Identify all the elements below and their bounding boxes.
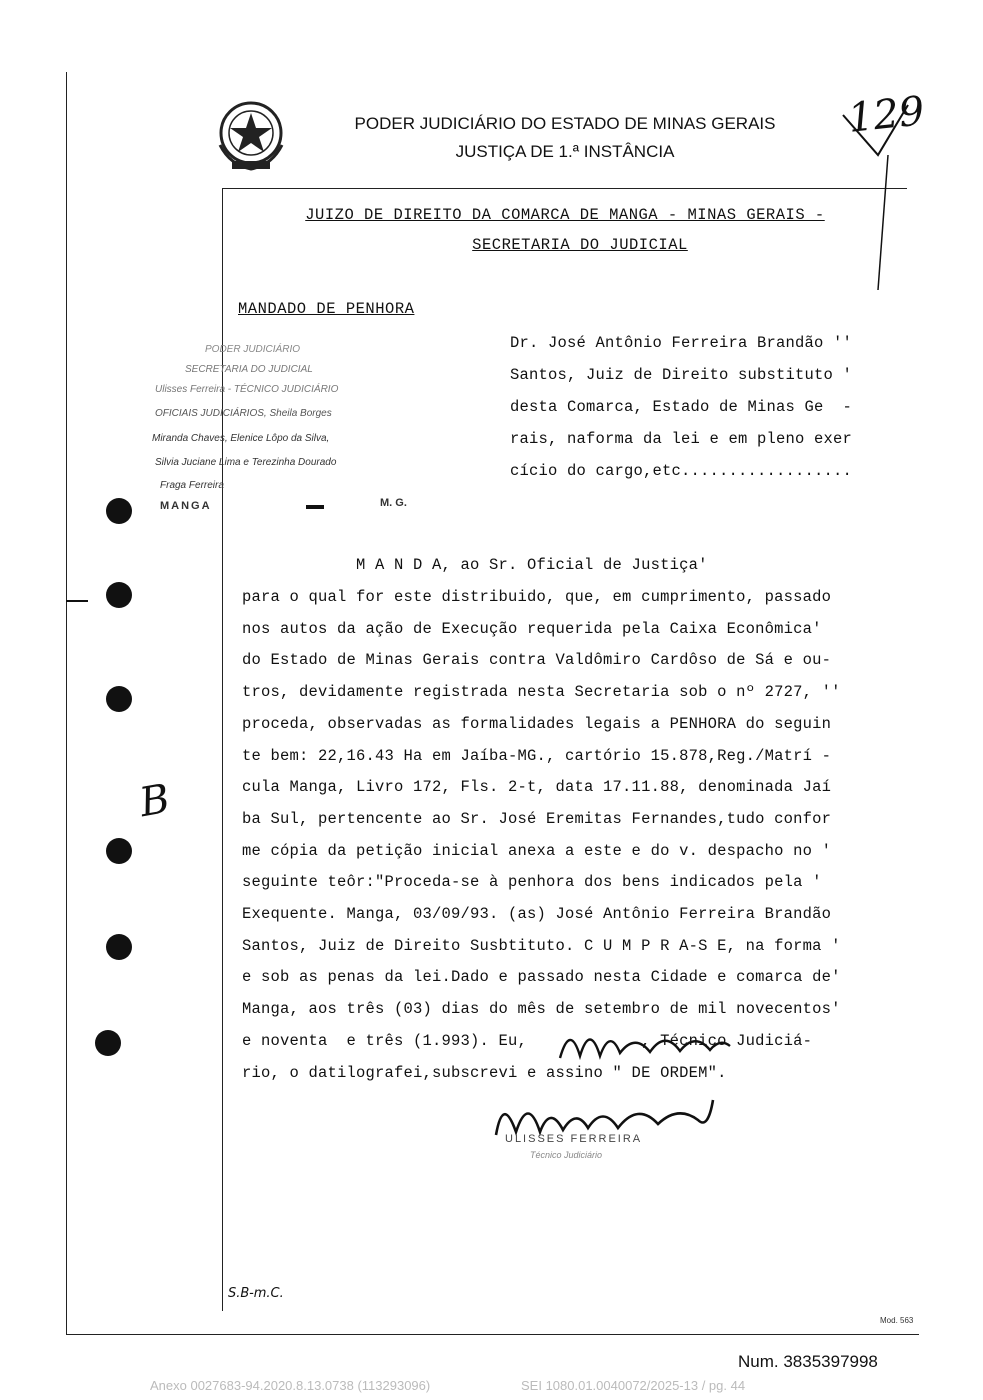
form-code: Mod. 563 [880, 1316, 914, 1325]
stamp-line: SECRETARIA DO JUDICIAL [185, 364, 313, 375]
inline-signature-icon [555, 1018, 735, 1068]
body-line: seguinte teôr:"Proceda-se à penhora dos bens indicados pela ' [242, 873, 822, 891]
signer-role: Técnico Judiciário [530, 1150, 603, 1160]
court-title-line-1: JUIZO DE DIREITO DA COMARCA DE MANGA - MINAS GERAIS - [305, 206, 825, 224]
header-line-1: PODER JUDICIÁRIO DO ESTADO DE MINAS GERAIS [354, 114, 776, 133]
punch-hole [106, 686, 132, 712]
stamp-line: PODER JUDICIÁRIO [205, 344, 301, 355]
stamp-city: MANGA [160, 500, 212, 512]
typist-initials: S.B-m.C. [228, 1286, 284, 1301]
judge-paragraph-line: Santos, Juiz de Direito substituto ' [510, 366, 853, 384]
body-line: Exequente. Manga, 03/09/93. (as) José Antônio Ferreira Brandão [242, 905, 832, 923]
body-line: para o qual for este distribuido, que, em cumprimento, passado [242, 588, 832, 606]
sei-reference: SEI 1080.01.0040072/2025-13 / pg. 44 [521, 1378, 746, 1393]
body-line: e sob as penas da lei.Dado e passado nesta Cidade e comarca de' [242, 968, 841, 986]
header-line-2: JUSTIÇA DE 1.ª INSTÂNCIA [455, 142, 675, 161]
body-line: e noventa e três (1.993). Eu, , Técnico Judiciá- [242, 1032, 813, 1050]
margin-mark: B [136, 775, 174, 827]
punch-hole [106, 838, 132, 864]
folio-flourish-icon [838, 95, 918, 295]
body-line: te bem: 22,16.43 Ha em Jaíba-MG., cartório 15.878,Reg./Matrí - [242, 747, 832, 765]
signer-name: ULISSES FERREIRA [505, 1133, 643, 1145]
document-number: Num. 3835397998 [738, 1352, 878, 1371]
body-line: M A N D A, ao Sr. Oficial de Justiça' [242, 556, 708, 574]
stamp-line: Fraga Ferreira [160, 480, 224, 491]
punch-hole [106, 934, 132, 960]
judge-paragraph-line: desta Comarca, Estado de Minas Ge - [510, 398, 853, 416]
punch-hole [106, 582, 132, 608]
punch-hole [106, 498, 132, 524]
folio-number: 129 [845, 88, 927, 142]
body-line: me cópia da petição inicial anexa a este e do v. despacho no ' [242, 842, 832, 860]
judge-paragraph-line: Dr. José Antônio Ferreira Brandão '' [510, 334, 853, 352]
body-line: nos autos da ação de Execução requerida pela Caixa Econômica' [242, 620, 822, 638]
body-line: Santos, Juiz de Direito Susbtituto. C U M P R A-S E, na forma ' [242, 937, 841, 955]
body-line: tros, devidamente registrada nesta Secretaria sob o nº 2727, '' [242, 683, 841, 701]
edge-tick [66, 600, 88, 602]
annex-reference: Anexo 0027683-94.2020.8.13.0738 (113293096) [150, 1378, 431, 1393]
court-title-line-2: SECRETARIA DO JUDICIAL [472, 236, 688, 254]
judge-paragraph-line: rais, naforma da lei e em pleno exer [510, 430, 853, 448]
stamp-state: M. G. [380, 497, 407, 509]
punch-hole [95, 1030, 121, 1056]
stamp-line: Silvia Juciane Lima e Terezinha Dourado [155, 457, 337, 468]
coat-of-arms-icon [210, 95, 292, 177]
judge-paragraph-line: cício do cargo,etc.................. [510, 462, 853, 480]
body-line: do Estado de Minas Gerais contra Valdômiro Cardôso de Sá e ou- [242, 651, 832, 669]
body-line: rio, o datilografei,subscrevi e assino " DE ORDEM". [242, 1064, 727, 1082]
body-line: proceda, observadas as formalidades legais a PENHORA do seguin [242, 715, 832, 733]
document-type: MANDADO DE PENHORA [238, 300, 415, 318]
stamp-line: OFICIAIS JUDICIÁRIOS, Sheila Borges [155, 408, 332, 419]
body-line: ba Sul, pertencente ao Sr. José Eremitas Fernandes,tudo confor [242, 810, 832, 828]
body-line: cula Manga, Livro 172, Fls. 2-t, data 17.11.88, denominada Jaí [242, 778, 832, 796]
body-line: Manga, aos três (03) dias do mês de setembro de mil novecentos' [242, 1000, 841, 1018]
stamp-line: Ulisses Ferreira - TÉCNICO JUDICIÁRIO [155, 384, 339, 395]
dash-mark [306, 505, 324, 509]
stamp-line: Miranda Chaves, Elenice Lôpo da Silva, [152, 433, 330, 444]
